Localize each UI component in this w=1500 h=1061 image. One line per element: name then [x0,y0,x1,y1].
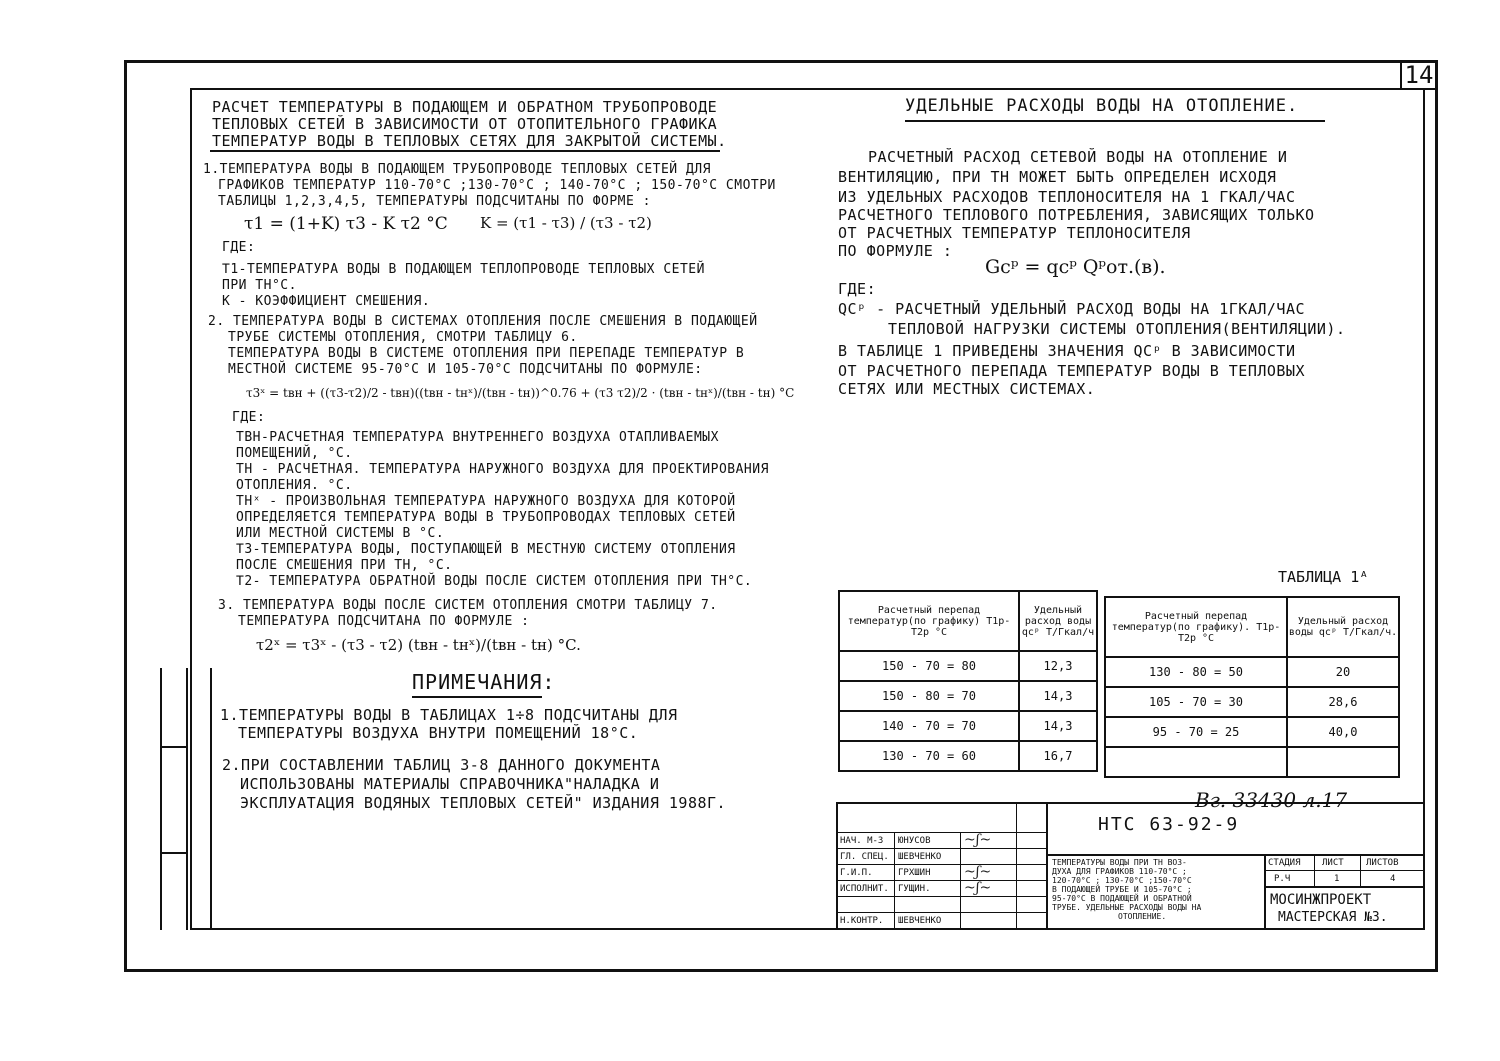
archive-reference: Вг. 33430 л.17 [1195,788,1348,812]
table-cell: 95 - 70 = 25 [1105,717,1287,747]
stamp-name: ГРХШИН [898,868,931,878]
title-underline [210,150,720,152]
right-para-line-3: ИЗ УДЕЛЬНЫХ РАСХОДОВ ТЕПЛОНОСИТЕЛЯ НА 1 ГКАЛ/ЧАС [838,188,1296,206]
note1-line-1: 1.ТЕМПЕРАТУРЫ ВОДЫ В ТАБЛИЦАХ 1÷8 ПОДСЧИТАНЫ ДЛЯ [220,706,678,724]
formula-tau3x: τ3ˣ = tвн + ((τ3-τ2)/2 - tвн)((tвн - tнˣ)/(tвн - tн))^0.76 + (τ3 τ2)/2 · (tвн - tнˣ)/(tвн - tн) °C [246,386,795,400]
formula-gc: Gсᵖ = qсᵖ Qᵖот.(в). [985,256,1166,278]
stamp-line [1046,854,1425,856]
stamp-role: ИСПОЛНИТ. [840,884,889,894]
stamp-role: Н.КОНТР. [840,916,884,926]
def2-line-7: ИЛИ МЕСТНОЙ СИСТЕМЫ В °С. [236,526,445,541]
note2-line-1: 2.ПРИ СОСТАВЛЕНИИ ТАБЛИЦ 3-8 ДАННОГО ДОКУМЕНТА [222,756,661,774]
p1-line-3: ТАБЛИЦЫ 1,2,3,4,5, ТЕМПЕРАТУРЫ ПОДСЧИТАНЫ ПО ФОРМЕ : [218,194,651,209]
stamp-line [838,864,1046,865]
table-left [838,590,1098,772]
p1-line-1: 1.ТЕМПЕРАТУРА ВОДЫ В ПОДАЮЩЕМ ТРУБОПРОВОДЕ ТЕПЛОВЫХ СЕТЕЙ ДЛЯ [203,162,711,177]
stamp-line [960,832,961,930]
stamp-role: НАЧ. М-3 [840,836,884,846]
table-cell: 130 - 70 = 60 [839,741,1019,771]
p2-line-4: МЕСТНОЙ СИСТЕМЕ 95-70°С И 105-70°С ПОДСЧИТАНЫ ПО ФОРМУЛЕ: [228,362,703,377]
table-cell: 12,3 [1019,651,1097,681]
left-title-line-3: ТЕМПЕРАТУР ВОДЫ В ТЕПЛОВЫХ СЕТЯХ ДЛЯ ЗАКРЫТОЙ СИСТЕМЫ. [212,132,727,150]
table-cell: 150 - 80 = 70 [839,681,1019,711]
table-left-header-rate: Удельный расход воды qсᵖ Т/Гкал/ч [1019,591,1097,651]
stamp-line [1264,870,1425,871]
notes-heading: ПРИМЕЧАНИЯ: [412,670,556,694]
title-block [836,802,1425,930]
stamp-desc: ТЕМПЕРАТУРЫ ВОДЫ ПРИ TН ВОЗ- [1052,858,1187,867]
stamp-line [1314,854,1315,886]
right-heading: УДЕЛЬНЫЕ РАСХОДЫ ВОДЫ НА ОТОПЛЕНИЕ. [905,96,1299,116]
stamp-desc: В ПОДАЮЩЕЙ ТРУБЕ И 105-70°С ; [1052,885,1192,894]
stamp-line [838,880,1046,881]
stamp-line [894,832,895,930]
def1-line-3: K - КОЭФФИЦИЕНТ СМЕШЕНИЯ. [222,294,431,309]
table-cell: 130 - 80 = 50 [1105,657,1287,687]
def2-line-8: Τ3-ТЕМПЕРАТУРА ВОДЫ, ПОСТУПАЮЩЕЙ В МЕСТНУЮ СИСТЕМУ ОТОПЛЕНИЯ [236,542,736,557]
stamp-desc: ОТОПЛЕНИЕ. [1118,912,1167,921]
note2-line-3: ЭКСПЛУАТАЦИЯ ВОДЯНЫХ ТЕПЛОВЫХ СЕТЕЙ" ИЗДАНИЯ 1988Г. [240,794,727,812]
stamp-line [1264,854,1266,930]
note2-line-2: ИСПОЛЬЗОВАНЫ МАТЕРИАЛЫ СПРАВОЧНИКА"НАЛАДКА И [240,775,660,793]
sheet-value: 1 [1334,874,1340,884]
signature-mark: ~ʃ~ [964,832,992,848]
def2-line-9: ПОСЛЕ СМЕШЕНИЯ ПРИ TН, °С. [236,558,453,573]
table-right-header-rate: Удельный расход воды qсᵖ Т/Гкал/ч. [1287,597,1399,657]
right-para-line-4: РАСЧЕТНОГО ТЕПЛОВОГО ПОТРЕБЛЕНИЯ, ЗАВИСЯЩИХ ТОЛЬКО [838,206,1315,224]
table-cell: 16,7 [1019,741,1097,771]
def2-line-2: ПОМЕЩЕНИЙ, °С. [236,446,353,461]
p1-line-2: ГРАФИКОВ ТЕМПЕРАТУР 110-70°С ;130-70°С ; 140-70°С ; 150-70°С СМОТРИ [218,178,776,193]
right-gde: ГДЕ: [838,280,877,298]
def2-line-1: TВН-РАСЧЕТНАЯ ТЕМПЕРАТУРА ВНУТРЕННЕГО ВОЗДУХА ОТАПЛИВАЕМЫХ [236,430,719,445]
right-para-line-1: РАСЧЕТНЫЙ РАСХОД СЕТЕВОЙ ВОДЫ НА ОТОПЛЕНИЕ И [868,148,1288,166]
gde-label-1: ГДЕ: [222,240,256,255]
table-cell: 105 - 70 = 30 [1105,687,1287,717]
def1-line-2: ПРИ TН°С. [222,278,297,293]
drawing-code: НТС 63-92-9 [1098,814,1240,835]
def2-line-4: ОТОПЛЕНИЯ. °С. [236,478,353,493]
table-cell: 150 - 70 = 80 [839,651,1019,681]
stamp-desc: 95-70°С В ПОДАЮЩЕЙ И ОБРАТНОЙ [1052,894,1192,903]
table-left-header-delta: Расчетный перепад температур(по графику) T1р-T2р °С [839,591,1019,651]
p2-line-1: 2. ТЕМПЕРАТУРА ВОДЫ В СИСТЕМАХ ОТОПЛЕНИЯ ПОСЛЕ СМЕШЕНИЯ В ПОДАЮЩЕЙ [208,314,758,329]
stage-label: СТАДИЯ [1268,858,1301,868]
stamp-line [838,848,1046,849]
stamp-role: ГЛ. СПЕЦ. [840,852,889,862]
stamp-role: Г.И.П. [840,868,873,878]
right-def-line-2: ТЕПЛОВОЙ НАГРУЗКИ СИСТЕМЫ ОТОПЛЕНИЯ(ВЕНТИЛЯЦИИ). [888,320,1346,338]
stamp-line [838,912,1046,913]
stamp-name: ШЕВЧЕНКО [898,916,942,926]
stamp-line [1046,804,1048,930]
stamp-line [838,896,1046,897]
table-cell [1287,747,1399,777]
sheets-value: 4 [1390,874,1396,884]
gde-label-2: ГДЕ: [232,410,266,425]
right-def-line-1: QСᵖ - РАСЧЕТНЫЙ УДЕЛЬНЫЙ РАСХОД ВОДЫ НА 1ГКАЛ/ЧАС [838,300,1306,318]
binding-cell [160,746,186,852]
table-cell: 140 - 70 = 70 [839,711,1019,741]
right-para-line-6: ПО ФОРМУЛЕ : [838,242,953,260]
org-workshop: МАСТЕРСКАЯ №3. [1278,910,1388,925]
binding-cell [160,668,186,746]
table-right [1104,596,1400,778]
def2-line-5: TНˣ - ПРОИЗВОЛЬНАЯ ТЕМПЕРАТУРА НАРУЖНОГО ВОЗДУХА ДЛЯ КОТОРОЙ [236,494,736,509]
signature-mark: ~ʃ~ [964,864,992,880]
stamp-name: ШЕВЧЕНКО [898,852,942,862]
stamp-line [1360,854,1361,886]
right-def-line-4: ОТ РАСЧЕТНОГО ПЕРЕПАДА ТЕМПЕРАТУР ВОДЫ В ТЕПЛОВЫХ [838,362,1306,380]
right-para-line-5: ОТ РАСЧЕТНЫХ ТЕМПЕРАТУР ТЕПЛОНОСИТЕЛЯ [838,224,1191,242]
sheet-label: ЛИСТ [1322,858,1344,868]
left-title-line-1: РАСЧЕТ ТЕМПЕРАТУРЫ В ПОДАЮЩЕМ И ОБРАТНОМ ТРУБОПРОВОДЕ [212,98,718,116]
stage-value: Р.Ч [1274,874,1291,884]
right-heading-underline [905,120,1325,122]
page-number: 14 [1400,60,1436,90]
formula-tau2x: τ2ˣ = τ3ˣ - (τ3 - τ2) (tвн - tнˣ)/(tвн - tн) °C. [256,636,581,654]
p3-line-1: 3. ТЕМПЕРАТУРА ВОДЫ ПОСЛЕ СИСТЕМ ОТОПЛЕНИЯ СМОТРИ ТАБЛИЦУ 7. [218,598,718,613]
stamp-name: ЮНУСОВ [898,836,931,846]
p3-line-2: ТЕМПЕРАТУРА ПОДСЧИТАНА ПО ФОРМУЛЕ : [238,614,530,629]
right-def-line-5: СЕТЯХ ИЛИ МЕСТНЫХ СИСТЕМАХ. [838,380,1096,398]
binding-cell [160,852,186,930]
formula-tau1: τ1 = (1+K) τ3 - K τ2 °C [244,214,448,234]
formula-k: K = (τ1 - τ3) / (τ3 - τ2) [480,214,652,232]
note1-line-2: ТЕМПЕРАТУРЫ ВОЗДУХА ВНУТРИ ПОМЕЩЕНИЙ 18°С. [238,724,639,742]
binding-strip [186,668,212,930]
left-title-line-2: ТЕПЛОВЫХ СЕТЕЙ В ЗАВИСИМОСТИ ОТ ОТОПИТЕЛЬНОГО ГРАФИКА [212,115,718,133]
table-cell: 14,3 [1019,711,1097,741]
signature-mark: ~ʃ~ [964,880,992,896]
table-cell [1105,747,1287,777]
org-name: МОСИНЖПРОЕКТ [1270,892,1372,908]
table-cell: 20 [1287,657,1399,687]
table-cell: 14,3 [1019,681,1097,711]
notes-heading-underline [412,696,542,698]
p2-line-3: ТЕМПЕРАТУРА ВОДЫ В СИСТЕМЕ ОТОПЛЕНИЯ ПРИ ПЕРЕПАДЕ ТЕМПЕРАТУР В [228,346,745,361]
stamp-desc: 120-70°С ; 130-70°С ;150-70°С [1052,876,1192,885]
stamp-line [1264,886,1425,888]
table-cell: 28,6 [1287,687,1399,717]
stamp-desc: ТРУБЕ. УДЕЛЬНЫЕ РАСХОДЫ ВОДЫ НА [1052,903,1202,912]
right-def-line-3: В ТАБЛИЦЕ 1 ПРИВЕДЕНЫ ЗНАЧЕНИЯ QСᵖ В ЗАВИСИМОСТИ [838,342,1296,360]
stamp-desc: ДУХА ДЛЯ ГРАФИКОВ 110-70°С ; [1052,867,1187,876]
stamp-line [838,832,1046,833]
def2-line-3: TН - РАСЧЕТНАЯ. ТЕМПЕРАТУРА НАРУЖНОГО ВОЗДУХА ДЛЯ ПРОЕКТИРОВАНИЯ [236,462,769,477]
def2-line-6: ОПРЕДЕЛЯЕТСЯ ТЕМПЕРАТУРА ВОДЫ В ТРУБОПРОВОДАХ ТЕПЛОВЫХ СЕТЕЙ [236,510,736,525]
table-title: ТАБЛИЦА 1ᴬ [1278,568,1369,586]
p2-line-2: ТРУБЕ СИСТЕМЫ ОТОПЛЕНИЯ, СМОТРИ ТАБЛИЦУ 6. [228,330,578,345]
sheets-label: ЛИСТОВ [1366,858,1399,868]
def2-line-10: Τ2- ТЕМПЕРАТУРА ОБРАТНОЙ ВОДЫ ПОСЛЕ СИСТЕМ ОТОПЛЕНИЯ ПРИ TН°С. [236,574,753,589]
def1-line-1: Τ1-ТЕМПЕРАТУРА ВОДЫ В ПОДАЮЩЕМ ТЕПЛОПРОВОДЕ ТЕПЛОВЫХ СЕТЕЙ [222,262,705,277]
right-para-line-2: ВЕНТИЛЯЦИЮ, ПРИ TН МОЖЕТ БЫТЬ ОПРЕДЕЛЕН ИСХОДЯ [838,168,1277,186]
stamp-name: ГУЩИН. [898,884,931,894]
table-right-header-delta: Расчетный перепад температур(по графику). T1р- T2р °С [1105,597,1287,657]
table-cell: 40,0 [1287,717,1399,747]
